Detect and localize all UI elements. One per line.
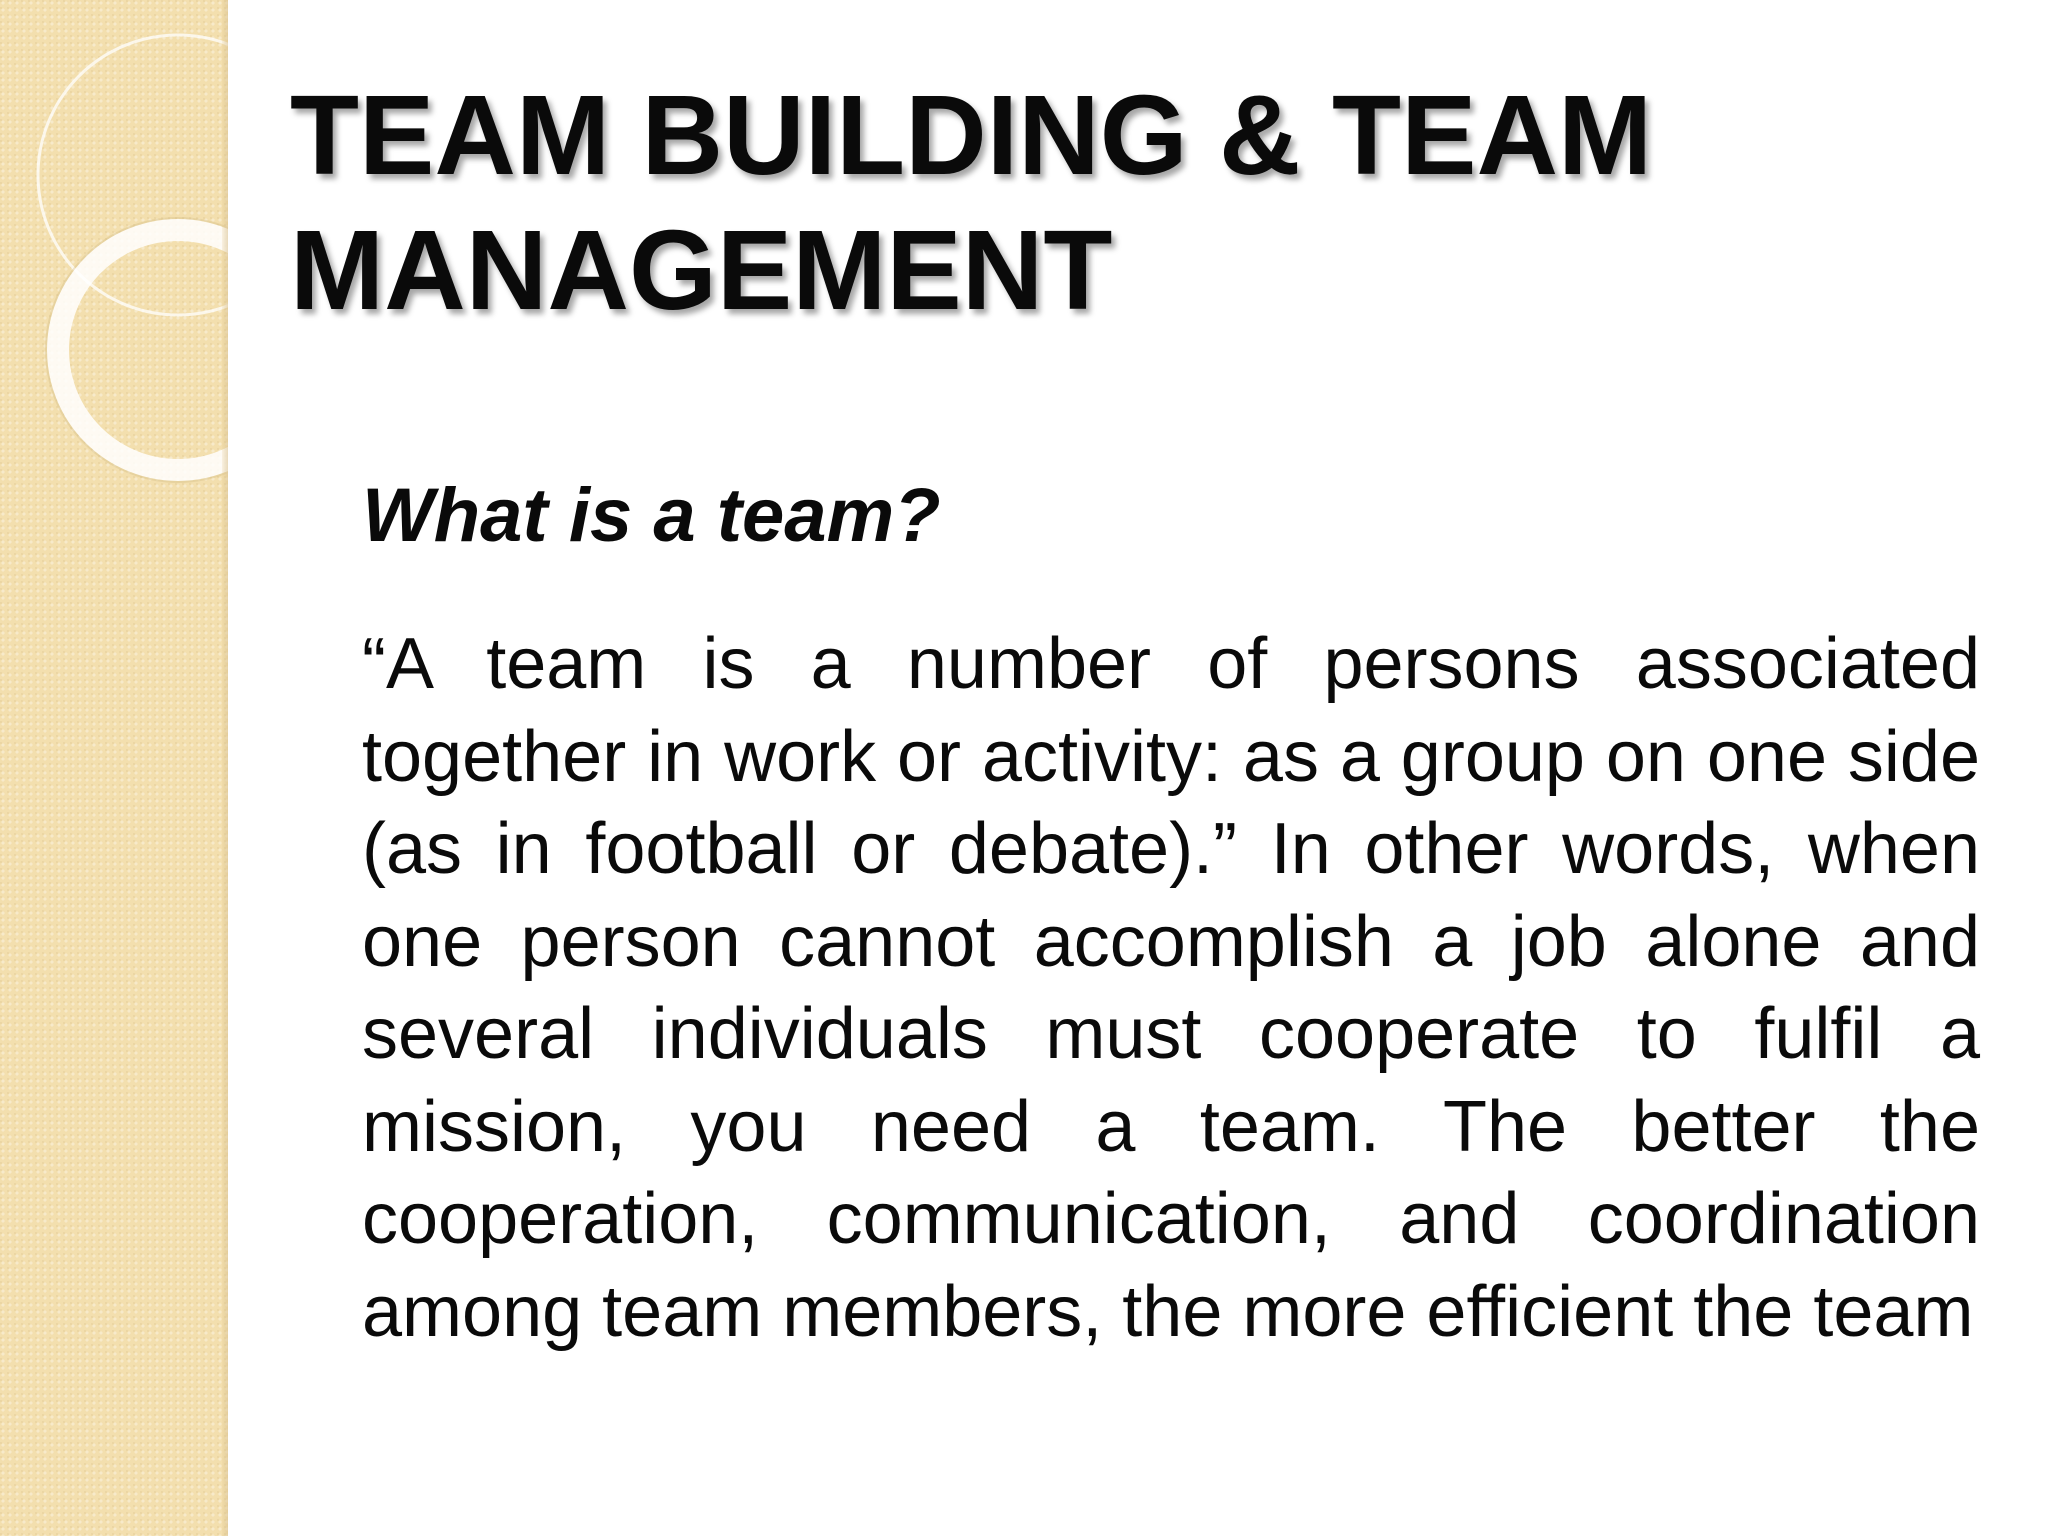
slide-title: TEAM BUILDING & TEAM MANAGEMENT (290, 72, 1653, 333)
slide-subtitle: What is a team? (362, 473, 941, 558)
decorative-side-band (0, 0, 228, 1536)
decorative-rings-icon (0, 0, 228, 520)
slide-body-text: “A team is a number of persons associated together in work or activity: as a group on one side (as in football or debate).” In other words, when one person cannot accomplish a job alone and several individuals must cooperate to fulfil a mission, you need a team. The better the cooperation, communication, and coordination among team members, the more efficient the team (362, 624, 1980, 1352)
